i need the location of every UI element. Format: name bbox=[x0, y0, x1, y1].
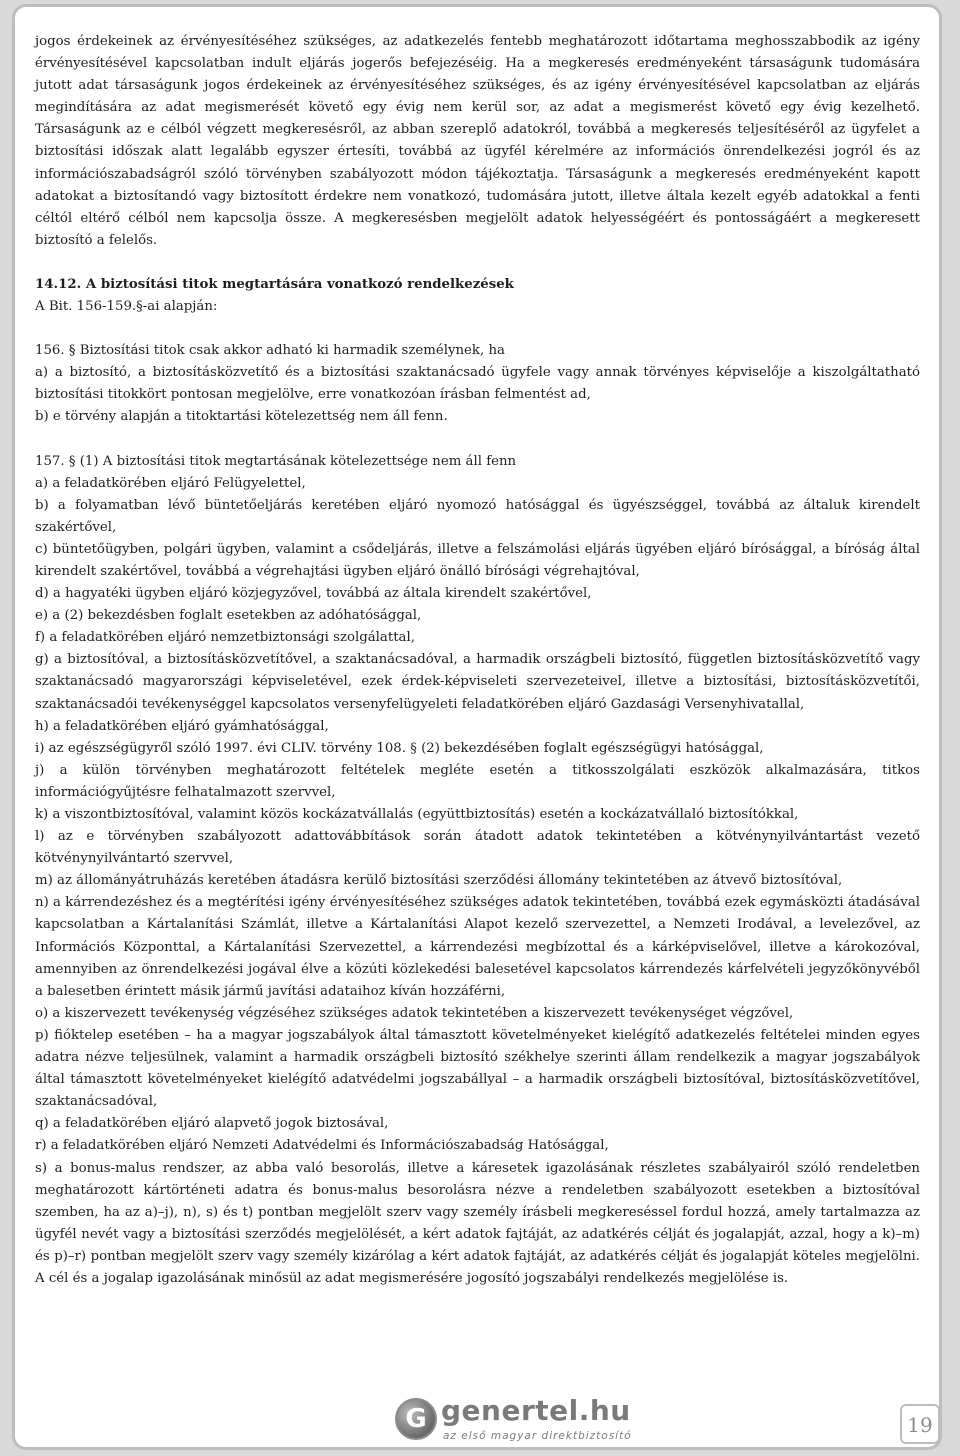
section-157-item: l) az e törvényben szabályozott adattovábbítások során átadott adatok tekintetében a kötvénynyilvántartást vezető kötvénynyilvántartó szervvel, bbox=[35, 829, 920, 867]
section-157-item: k) a viszontbiztosítóval, valamint közös kockázatvállalás (együttbiztosítás) esetén a kockázatvállaló biztosítókkal, bbox=[35, 807, 799, 822]
logo-letter: G bbox=[405, 1404, 427, 1434]
section-157-item: j) a külön törvényben meghatározott feltételek megléte esetén a titkosszolgálati eszközök alkalmazására, titkos információgyűjtésre felhatalmazott szervvel, bbox=[35, 762, 920, 800]
section-157-item: r) a feladatkörében eljáró Nemzeti Adatvédelmi és Információszabadság Hatósággal, bbox=[35, 1138, 609, 1154]
section-157-item: e) a (2) bekezdésben foglalt esetekben az adóhatósággal, bbox=[35, 608, 422, 624]
document-body bbox=[35, 31, 920, 1290]
genertel-logo-icon bbox=[395, 1398, 437, 1440]
section-157-intro: 157. § (1) A biztosítási titok megtartásának kötelezettsége nem áll fenn bbox=[35, 453, 517, 469]
section-156-intro: 156. § Biztosítási titok csak akkor adható ki harmadik személynek, ha bbox=[35, 343, 505, 359]
section-heading: 14.12. A biztosítási titok megtartására vonatkozó rendelkezések bbox=[35, 276, 514, 292]
footer-brand bbox=[385, 1390, 655, 1448]
section-157-item: b) a folyamatban lévő büntetőeljárás keretében eljáró nyomozó hatósággal és ügyészséggel, továbbá az általuk kirendelt szakértővel, bbox=[35, 497, 920, 535]
page-number: 19 bbox=[900, 1404, 940, 1444]
section-156-item-b: b) e törvény alapján a titoktartási kötelezettség nem áll fenn. bbox=[35, 409, 448, 425]
section-157-item: m) az állományátruházás keretében átadásra kerülő biztosítási szerződési állomány tekintetében az átvevő biztosítóval, bbox=[35, 873, 843, 889]
section-157-item: n) a kárrendezéshez és a megtérítési igény érvényesítéséhez szükséges adatok tekintetében, továbbá ezek egymásközti átadásával kapcsolatban a Kártalanítási Számlát, illetve a Kártalanítási Alapot kezelő szervezettel, a Nemzeti Irodával, a levelezővel, az Információs Központtal, a Kártalanítási Szervezettel, a kárrendezési megbízottal és a kárképviselővel, illetve a károkozóval, amennyiben az önrendelkezési jogával élve a közúti közlekedési balesetével kapcsolatos kárrendezés kárfelvételi jegyzőkönyvéből a balesetben érintett másik jármű javítási adataihoz kíván hozzáférni, bbox=[35, 895, 920, 999]
section-157-item: g) a biztosítóval, a biztosításközvetítővel, a szaktanácsadóval, a harmadik országbeli biztosító, független biztosításközvetítő vagy szaktanácsadó magyarországi képviseletével, ezek érdek-képviseleti szervezeteivel, illetve a biztosítási, biztosításközvetítői, szaktanácsadói tevékenységgel kapcsolatos versenyfelügyeleti feladatkörében eljáró Gazdasági Versenyhivatallal, bbox=[35, 652, 920, 712]
document-page bbox=[12, 4, 942, 1450]
section-157-item: a) a feladatkörében eljáró Felügyelettel, bbox=[35, 475, 306, 491]
section-157-item: q) a feladatkörében eljáró alapvető jogok biztosával, bbox=[35, 1116, 389, 1132]
brand-name: genertel.hu bbox=[441, 1394, 631, 1427]
section-157-item: o) a kiszervezett tevékenység végzéséhez szükséges adatok tekintetében a kiszervezett tevékenységet végzővel, bbox=[35, 1005, 794, 1021]
section-subheading: A Bit. 156-159.§-ai alapján: bbox=[35, 299, 218, 315]
section-157-item: s) a bonus-malus rendszer, az abba való besorolás, illetve a káresetek igazolásának részletes szabályairól szóló rendeletben meghatározott kártörténeti adatra és bonus-malus besorolásra nézve a rendeletben szabályozott esetekben a biztosítóval szemben, ha az a)–j), n), s) és t) pontban megjelölt szerv vagy személy írásbeli megkereséssel fordul hozzá, amely tartalmazza az ügyfél nevét vagy a biztosítási szerződés megjelölését, a kért adatok fajtáját, az adatkérés célját és jogalapját, azzal, hogy a k)–m) és p)–r) pontban megjelölt szerv vagy személy kizárólag a kért adatok fajtáját, az adatkérés célját és jogalapját köteles megjelölni. A cél és a jogalap igazolásának minősül az adat megismerésére jogosító jogszabályi rendelkezés megjelölése is. bbox=[35, 1160, 920, 1286]
section-157-item: h) a feladatkörében eljáró gyámhatósággal, bbox=[35, 718, 329, 734]
section-157-item: i) az egészségügyről szóló 1997. évi CLIV. törvény 108. § (2) bekezdésében foglalt egészségügyi hatósággal, bbox=[35, 740, 764, 756]
paragraph-data-request: jogos érdekeinek az érvényesítéséhez szükséges, az adatkezelés fentebb meghatározott időtartama meghosszabbodik az igény érvényesítésével kapcsolatban indult eljárás jogerős befejezéséig. Ha a megkeresés eredményeként társaságunk tudomására jutott adat társaságunk jogos érdekeinek az érvényesítéséhez szükséges, és az igény érvényesítésével kapcsolatban az eljárás megindítására az adat megismerését követő egy évig nem kerül sor, az adat a megismerést követő egy évig kezelhető. Társaságunk az e célból végzett megkeresésről, az abban szereplő adatokról, továbbá a megkeresés teljesítéséről az ügyfelet a biztosítási időszak alatt legalább egyszer értesíti, továbbá az ügyfél kérelmére az információs önrendelkezési jogról és az információszabadságról szóló törvényben szabályozott módon tájékoztatja. Társaságunk a megkeresés eredményeként kapott adatokat a biztosítandó vagy biztosított érdekre nem vonatkozó, tudomására jutott, illetve általa kezelt egyéb adatokkal a fenti céltól eltérő célból nem kapcsolja össze. A megkeresésben megjelölt adatok helyességéért és pontosságáért a megkeresett biztosító a felelős. bbox=[35, 34, 920, 248]
section-157-item: c) büntetőügyben, polgári ügyben, valamint a csődeljárás, illetve a felszámolási eljárás ügyében eljáró bírósággal, a bíróság által kirendelt szakértővel, továbbá a végrehajtási ügyben eljáró önálló bírósági végrehajtóval, bbox=[35, 541, 920, 579]
brand-tagline: az első magyar direktbiztosító bbox=[443, 1430, 632, 1442]
section-156-item-a: a) a biztosító, a biztosításközvetítő és a biztosítási szaktanácsadó ügyfele vagy annak törvényes képviselője a kiszolgáltatható biztosítási titokkört pontosan megjelölve, erre vonatkozóan írásban felmentést ad, bbox=[35, 365, 920, 403]
section-157-item: p) fióktelep esetében – ha a magyar jogszabályok által támasztott követelményeket kielégítő adatkezelés feltételei minden egyes adatra nézve teljesülnek, valamint a harmadik országbeli biztosító székhelye szerinti állam rendelkezik a magyar jogszabályok által támasztott követelményeket kielégítő adatvédelmi jogszabállyal – a harmadik országbeli biztosítóval, biztosításközvetítővel, szaktanácsadóval, bbox=[35, 1027, 920, 1110]
section-157-item: d) a hagyatéki ügyben eljáró közjegyzővel, továbbá az általa kirendelt szakértővel, bbox=[35, 586, 592, 602]
section-157-item: f) a feladatkörében eljáró nemzetbiztonsági szolgálattal, bbox=[35, 630, 415, 646]
